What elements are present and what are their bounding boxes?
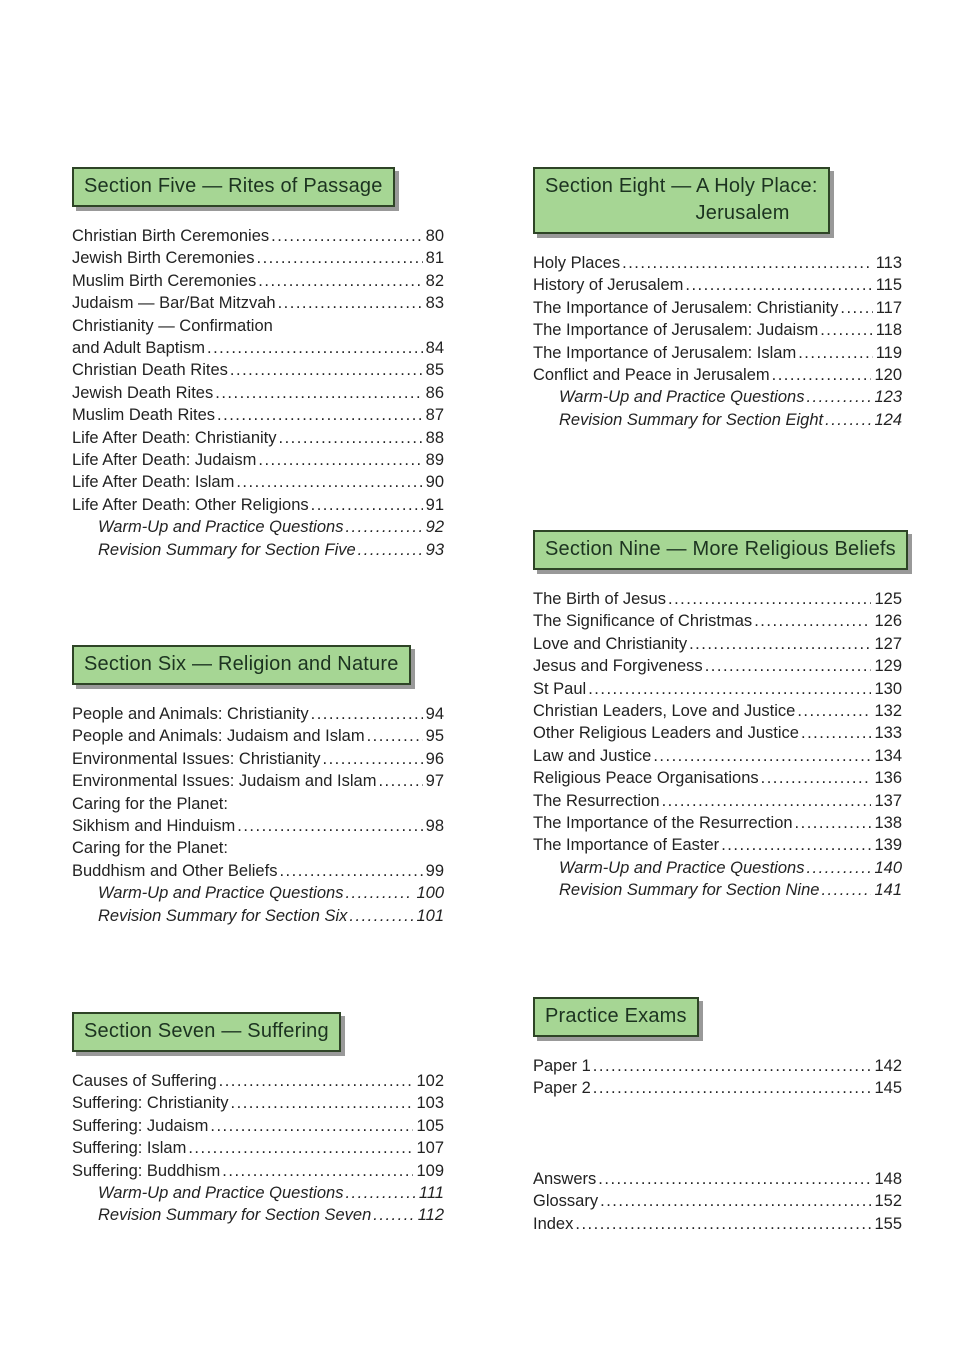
toc-entry <box>533 1168 902 1190</box>
section-title: Section Six — Religion and Nature <box>84 653 399 675</box>
dot-leader <box>806 386 871 408</box>
toc-entry <box>72 1092 444 1114</box>
page-number: 84 <box>425 339 444 358</box>
toc-entry <box>72 449 444 471</box>
toc-entry <box>533 342 902 364</box>
page-number: 101 <box>416 906 444 925</box>
toc-entry <box>72 359 444 381</box>
dot-leader <box>230 359 423 381</box>
entry-label: Caring for the Planet: <box>72 794 228 813</box>
dot-leader <box>271 225 422 247</box>
dot-leader <box>721 834 871 856</box>
toc-entry <box>72 337 444 359</box>
page-number: 136 <box>874 769 902 788</box>
section-header-row <box>72 1012 444 1052</box>
dot-leader <box>378 770 422 792</box>
entry-label: Answers <box>533 1170 597 1188</box>
toc-entry <box>72 793 444 815</box>
dot-leader <box>754 610 871 632</box>
page-number: 145 <box>874 1079 902 1098</box>
entry-label: Warm-Up and Practice Questions <box>98 1184 344 1203</box>
toc-entry <box>533 1213 902 1235</box>
toc-entry <box>533 1055 902 1077</box>
dot-leader <box>705 655 872 677</box>
page-number: 133 <box>874 724 902 743</box>
entry-label: Paper 2 <box>533 1079 591 1098</box>
toc-entry-list <box>533 588 902 902</box>
toc-entry <box>533 588 902 610</box>
dot-leader <box>210 1115 413 1137</box>
entry-label: Life After Death: Christianity <box>72 428 277 447</box>
section-header-box <box>533 997 699 1037</box>
entry-label: Christian Death Rites <box>72 361 228 380</box>
dot-leader <box>689 633 871 655</box>
entry-label: History of Jerusalem <box>533 276 684 295</box>
toc-entry <box>72 1182 444 1204</box>
entry-label: Holy Places <box>533 254 621 272</box>
toc-entry <box>72 815 444 837</box>
page-number: 132 <box>874 702 902 721</box>
toc-entry <box>533 610 902 632</box>
toc-entry-list <box>533 1055 902 1100</box>
toc-entry <box>533 879 902 901</box>
dot-leader <box>367 725 423 747</box>
toc-entry <box>533 655 902 677</box>
dot-leader <box>215 382 422 404</box>
page-number: 152 <box>874 1192 902 1211</box>
dot-leader <box>662 790 872 812</box>
dot-leader <box>653 745 871 767</box>
section-title: Section Nine — More Religious Beliefs <box>545 538 896 560</box>
page-number: 93 <box>425 540 444 559</box>
dot-leader <box>772 364 872 386</box>
toc-entry <box>72 905 444 927</box>
toc-entry-list <box>72 1070 444 1227</box>
page-number: 102 <box>416 1072 444 1090</box>
dot-leader <box>761 767 872 789</box>
toc-entry <box>533 364 902 386</box>
dot-leader <box>345 882 413 904</box>
page-number: 80 <box>425 227 444 245</box>
toc-entry <box>533 834 902 856</box>
dot-leader <box>825 409 871 431</box>
dot-leader <box>349 905 413 927</box>
toc-entry-list <box>533 1168 902 1235</box>
dot-leader <box>685 274 872 296</box>
page-number: 142 <box>874 1057 902 1075</box>
dot-leader <box>598 1168 871 1190</box>
toc-entry <box>533 745 902 767</box>
page-number: 155 <box>874 1214 902 1233</box>
section-title: Jerusalem <box>695 202 790 224</box>
entry-label: Revision Summary for Section Six <box>98 906 348 925</box>
entry-label: The Birth of Jesus <box>533 590 666 608</box>
toc-entry <box>533 409 902 431</box>
toc-entry <box>72 860 444 882</box>
page-number: 87 <box>425 406 444 425</box>
entry-label: People and Animals: Judaism and Islam <box>72 727 365 746</box>
dot-leader <box>593 1077 872 1099</box>
toc-section-section-nine <box>533 530 902 902</box>
entry-label: Caring for the Planet: <box>72 839 228 858</box>
dot-leader <box>801 722 871 744</box>
entry-label: Environmental Issues: Christianity <box>72 749 321 768</box>
section-header-row <box>533 530 902 570</box>
page-number: 139 <box>874 836 902 855</box>
page-number: 117 <box>875 298 902 317</box>
dot-leader <box>798 342 873 364</box>
dot-leader <box>279 860 422 882</box>
toc-entry <box>72 837 444 859</box>
toc-entry <box>72 1137 444 1159</box>
toc-entry <box>72 270 444 292</box>
entry-label: Revision Summary for Section Eight <box>559 410 824 429</box>
toc-entry <box>72 315 444 337</box>
toc-entry <box>72 404 444 426</box>
entry-label: Conflict and Peace in Jerusalem <box>533 366 770 385</box>
entry-label: Jesus and Forgiveness <box>533 657 703 676</box>
dot-leader <box>622 252 873 274</box>
entry-label: Revision Summary for Section Nine <box>559 881 820 900</box>
dot-leader <box>311 703 423 725</box>
dot-leader <box>593 1055 872 1077</box>
page-number: 91 <box>425 495 444 514</box>
dot-leader <box>188 1137 413 1159</box>
entry-label: The Importance of the Resurrection <box>533 814 793 833</box>
page-number: 85 <box>425 361 444 380</box>
page-number: 127 <box>874 634 902 653</box>
entry-label: Suffering: Judaism <box>72 1116 209 1135</box>
toc-entry <box>72 539 444 561</box>
dot-leader <box>258 270 422 292</box>
page-number: 86 <box>425 383 444 402</box>
toc-entry <box>72 427 444 449</box>
entry-label: Warm-Up and Practice Questions <box>98 884 344 903</box>
entry-label: Warm-Up and Practice Questions <box>559 858 805 877</box>
entry-label: St Paul <box>533 679 587 698</box>
dot-leader <box>821 879 871 901</box>
entry-label: Christian Leaders, Love and Justice <box>533 702 796 721</box>
toc-entry <box>72 1070 444 1092</box>
page-number: 141 <box>874 881 902 900</box>
entry-label: Christianity — Confirmation <box>72 316 273 335</box>
entry-label: The Importance of Jerusalem: Islam <box>533 343 797 362</box>
dot-leader <box>219 1070 414 1092</box>
dot-leader <box>373 1204 414 1226</box>
toc-entry <box>533 812 902 834</box>
toc-entry <box>533 857 902 879</box>
dot-leader <box>795 812 872 834</box>
dot-leader <box>575 1213 871 1235</box>
toc-entry <box>533 767 902 789</box>
toc-entry <box>72 471 444 493</box>
toc-entry <box>72 703 444 725</box>
toc-entry-list <box>72 225 444 561</box>
toc-section-practice-exams <box>533 997 902 1100</box>
dot-leader <box>311 494 423 516</box>
page-number: 82 <box>425 271 444 290</box>
page-number: 113 <box>875 254 902 272</box>
page-number: 120 <box>874 366 902 385</box>
toc-entry <box>72 1160 444 1182</box>
entry-label: Paper 1 <box>533 1057 591 1075</box>
page-number: 111 <box>418 1184 444 1203</box>
toc-entry <box>533 1190 902 1212</box>
dot-leader <box>668 588 871 610</box>
page-number: 81 <box>425 249 444 268</box>
section-title: Practice Exams <box>545 1005 687 1027</box>
dot-leader <box>806 857 871 879</box>
entry-label: Jewish Birth Ceremonies <box>72 249 255 268</box>
section-header-row <box>72 645 444 685</box>
toc-entry <box>72 882 444 904</box>
page-number: 140 <box>874 858 902 877</box>
toc-entry <box>533 678 902 700</box>
toc-entry-list <box>533 252 902 431</box>
entry-label: Other Religious Leaders and Justice <box>533 724 799 743</box>
entry-label: Judaism — Bar/Bat Mitzvah <box>72 294 276 313</box>
entry-label: Revision Summary for Section Five <box>98 540 356 559</box>
page-number: 118 <box>875 321 902 340</box>
entry-label: People and Animals: Christianity <box>72 705 309 723</box>
page-number: 109 <box>416 1161 444 1180</box>
toc-entry <box>533 1077 902 1099</box>
entry-label: Sikhism and Hinduism <box>72 817 236 836</box>
dot-leader <box>840 297 872 319</box>
section-title: Section Eight — A Holy Place: <box>545 175 818 197</box>
toc-section-section-five <box>72 167 444 561</box>
entry-label: and Adult Baptism <box>72 339 205 358</box>
page-number: 112 <box>417 1206 444 1225</box>
page-number: 105 <box>416 1116 444 1135</box>
entry-label: Jewish Death Rites <box>72 383 214 402</box>
section-header-row <box>72 167 444 207</box>
entry-label: The Importance of Jerusalem: Judaism <box>533 321 819 340</box>
page-number: 89 <box>425 451 444 470</box>
toc-section-section-eight <box>533 167 902 431</box>
toc-entry <box>533 633 902 655</box>
page-number: 134 <box>874 746 902 765</box>
entry-label: Index <box>533 1214 574 1233</box>
entry-label: Environmental Issues: Judaism and Islam <box>72 772 377 791</box>
entry-label: Buddhism and Other Beliefs <box>72 861 278 880</box>
dot-leader <box>231 1092 414 1114</box>
section-header-box <box>533 167 830 234</box>
entry-label: Life After Death: Judaism <box>72 451 257 470</box>
page-number: 137 <box>874 791 902 810</box>
entry-label: Life After Death: Other Religions <box>72 495 309 514</box>
toc-entry <box>72 725 444 747</box>
toc-entry <box>72 770 444 792</box>
entry-label: Law and Justice <box>533 746 652 765</box>
entry-label: The Significance of Christmas <box>533 612 753 631</box>
toc-entry <box>72 225 444 247</box>
page-number: 107 <box>416 1139 444 1158</box>
page-number: 96 <box>425 749 444 768</box>
entry-label: Glossary <box>533 1192 599 1211</box>
page-number: 99 <box>425 861 444 880</box>
dot-leader <box>256 247 422 269</box>
entry-label: Revision Summary for Section Seven <box>98 1206 372 1225</box>
toc-entry-list <box>72 703 444 927</box>
section-header-box <box>533 530 908 570</box>
toc-entry <box>72 1115 444 1137</box>
page-number: 95 <box>425 727 444 746</box>
section-title: Section Five — Rites of Passage <box>84 175 383 197</box>
entry-label: Life After Death: Islam <box>72 473 235 492</box>
section-title: Section Seven — Suffering <box>84 1020 329 1042</box>
toc-entry <box>72 247 444 269</box>
dot-leader <box>588 678 871 700</box>
toc-entry <box>533 252 902 274</box>
toc-entry <box>72 382 444 404</box>
page-number: 119 <box>875 343 902 362</box>
entry-label: The Importance of Jerusalem: Christianity <box>533 298 839 317</box>
dot-leader <box>236 471 422 493</box>
section-header-row <box>533 997 902 1037</box>
toc-section-end-matter <box>533 1168 902 1235</box>
entry-label: Warm-Up and Practice Questions <box>98 518 344 537</box>
entry-label: Suffering: Islam <box>72 1139 187 1158</box>
page-number: 129 <box>874 657 902 676</box>
entry-label: Causes of Suffering <box>72 1072 217 1090</box>
toc-entry <box>72 1204 444 1226</box>
page-number: 88 <box>425 428 444 447</box>
toc-section-section-seven <box>72 1012 444 1227</box>
section-header-box <box>72 167 395 207</box>
dot-leader <box>207 337 423 359</box>
dot-leader <box>820 319 872 341</box>
page-number: 125 <box>874 590 902 608</box>
page-number: 148 <box>874 1170 902 1188</box>
page-number: 123 <box>874 388 902 407</box>
dot-leader <box>237 815 422 837</box>
page-number: 138 <box>874 814 902 833</box>
dot-leader <box>345 516 422 538</box>
toc-entry <box>533 386 902 408</box>
entry-label: Christian Birth Ceremonies <box>72 227 270 245</box>
toc-entry <box>72 494 444 516</box>
page-number: 90 <box>425 473 444 492</box>
entry-label: Warm-Up and Practice Questions <box>559 388 805 407</box>
page-number: 92 <box>425 518 444 537</box>
dot-leader <box>279 427 423 449</box>
toc-section-section-six <box>72 645 444 927</box>
entry-label: The Resurrection <box>533 791 660 810</box>
page-number: 124 <box>874 410 902 429</box>
entry-label: The Importance of Easter <box>533 836 720 855</box>
page-number: 94 <box>425 705 444 723</box>
dot-leader <box>222 1160 413 1182</box>
page-number: 126 <box>874 612 902 631</box>
dot-leader <box>258 449 422 471</box>
toc-entry <box>533 319 902 341</box>
dot-leader <box>278 292 423 314</box>
entry-label: Muslim Death Rites <box>72 406 216 425</box>
section-header-box <box>72 645 411 685</box>
section-header-row <box>533 167 902 234</box>
toc-entry <box>533 274 902 296</box>
toc-entry <box>72 516 444 538</box>
section-header-box <box>72 1012 341 1052</box>
toc-entry <box>72 292 444 314</box>
page-number: 97 <box>425 772 444 791</box>
page-number: 83 <box>425 294 444 313</box>
entry-label: Suffering: Buddhism <box>72 1161 221 1180</box>
toc-entry <box>533 700 902 722</box>
dot-leader <box>217 404 423 426</box>
entry-label: Love and Christianity <box>533 634 688 653</box>
dot-leader <box>797 700 871 722</box>
toc-entry <box>533 790 902 812</box>
page-number: 130 <box>874 679 902 698</box>
page-number: 115 <box>875 276 902 295</box>
page-number: 103 <box>416 1094 444 1113</box>
page-number: 98 <box>425 817 444 836</box>
dot-leader <box>345 1182 415 1204</box>
dot-leader <box>600 1190 871 1212</box>
entry-label: Suffering: Christianity <box>72 1094 229 1113</box>
toc-entry <box>533 297 902 319</box>
page-number: 100 <box>416 884 444 903</box>
toc-entry <box>533 722 902 744</box>
toc-entry <box>72 748 444 770</box>
entry-label: Muslim Birth Ceremonies <box>72 271 257 290</box>
entry-label: Religious Peace Organisations <box>533 769 759 788</box>
dot-leader <box>358 539 423 561</box>
dot-leader <box>323 748 423 770</box>
